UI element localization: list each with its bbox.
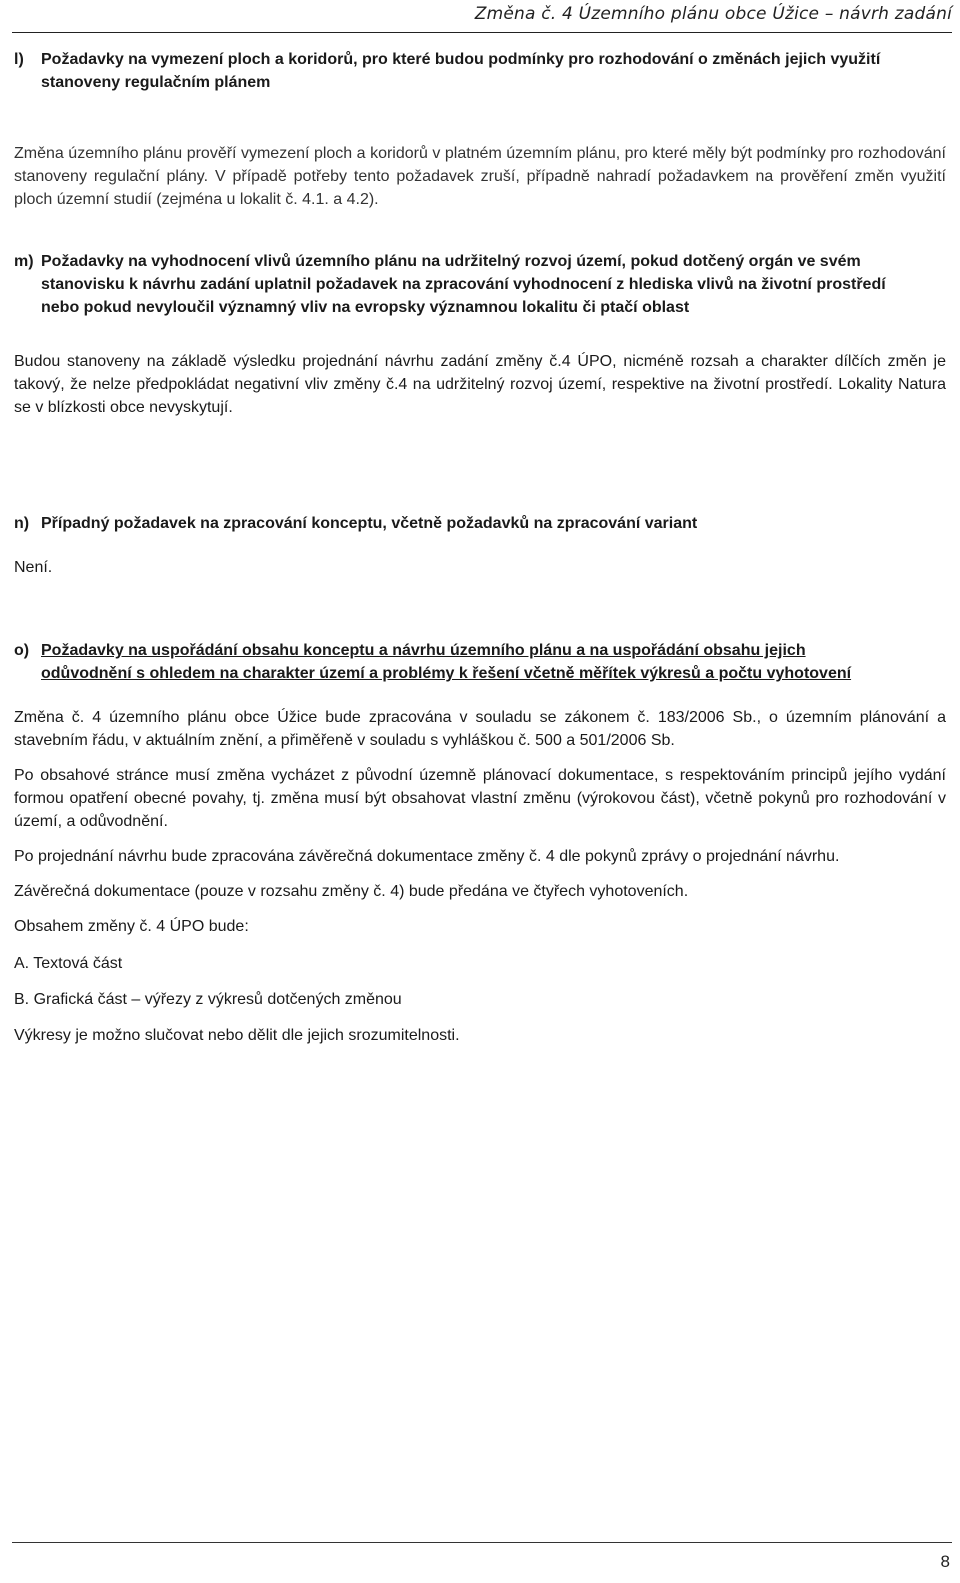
- section-l-title: [14, 48, 946, 94]
- list-item-a: A. Textová část: [14, 955, 123, 972]
- section-n-text: Není.: [14, 559, 53, 576]
- section-l-title-line2: stanoveny regulačním plánem: [41, 74, 271, 91]
- section-m-title-line1: Požadavky na vyhodnocení vlivů územního plánu na udržitelný rozvoj území, pokud dotčený orgán ve svém: [41, 253, 861, 270]
- footer-rule: [12, 1542, 952, 1543]
- section-l-text1: Změna územního plánu prověří vymezení ploch a koridorů v platném územním plánu, pro které měly být podmínky pro rozhodování stanoveny regulační plány.: [14, 145, 946, 185]
- section-n-label: n): [14, 515, 30, 532]
- section-o-p2: [14, 764, 946, 833]
- section-o-p6: [14, 1024, 946, 1047]
- section-l-body: [14, 142, 946, 211]
- section-o-item-b: [14, 988, 946, 1011]
- section-o-title-line1: Požadavky na uspořádání obsahu konceptu a návrhu územního plánu a na uspořádání obsahu jejich: [41, 642, 806, 659]
- section-o-paragraph-2: Po obsahové stránce musí změna vycházet z původní územně plánovací dokumentace, s respektováním principů jejího vydání formou opatření obecné povahy, tj. změna musí být obsahovat vlastní změnu (výrokovou část), včetně pokynů pro rozhodování v území, a odůvodnění.: [14, 767, 946, 830]
- section-o-paragraph-6: Výkresy je možno slučovat nebo dělit dle jejich srozumitelnosti.: [14, 1027, 460, 1044]
- section-o-label: o): [14, 642, 30, 659]
- section-n: [14, 512, 946, 535]
- section-n-title-text: Případný požadavek na zpracování konceptu, včetně požadavků na zpracování variant: [41, 515, 698, 532]
- section-o-title: [14, 639, 946, 685]
- section-m-title-line2: stanovisku k návrhu zadání uplatnil požadavek na zpracování vyhodnocení z hlediska vlivů na životní prostředí: [41, 276, 886, 293]
- section-n-title: [14, 512, 946, 535]
- section-l-text2: V případě potřeby tento požadavek zruší, případně nahradí požadavkem na prověření změn využití ploch územní studií (zejména u lokalit č. 4.1. a 4.2).: [14, 168, 946, 208]
- section-m-label: m): [14, 253, 34, 270]
- page-number: 8: [940, 1552, 950, 1571]
- section-l: [14, 48, 946, 94]
- section-n-body: [14, 556, 946, 579]
- page-header-title: Změna č. 4 Územního plánu obce Úžice – návrh zadání: [474, 4, 952, 24]
- section-m-text: Budou stanoveny na základě výsledku projednání návrhu zadání změny č.4 ÚPO, nicméně rozsah a charakter dílčích změn je takový, že nelze předpokládat negativní vliv změny č.4 na udržitelný rozvoj území, respektive na životní prostředí. Lokality Natura se v blízkosti obce nevyskytují.: [14, 353, 946, 416]
- section-o-paragraph-3: Po projednání návrhu bude zpracována závěrečná dokumentace změny č. 4 dle pokynů zprávy o projednání návrhu.: [14, 848, 840, 865]
- section-o-p4: [14, 880, 946, 903]
- section-o: [14, 639, 946, 685]
- list-item-b: B. Grafická část – výřezy z výkresů dotčených změnou: [14, 991, 402, 1008]
- header-rule: [12, 32, 952, 33]
- section-o-paragraph-5: Obsahem změny č. 4 ÚPO bude:: [14, 918, 249, 935]
- section-m-body: [14, 350, 946, 419]
- section-l-title-line1: Požadavky na vymezení ploch a koridorů, pro které budou podmínky pro rozhodování o změnách jejich využití: [41, 51, 881, 68]
- section-l-label: l): [14, 51, 24, 68]
- section-o-paragraph-1: Změna č. 4 územního plánu obce Úžice bude zpracována v souladu se zákonem č. 183/2006 Sb., o územním plánování a stavebním řádu, v aktuálním znění, a přiměřeně v souladu s vyhláškou č. 500 a 501/2006 Sb.: [14, 709, 946, 749]
- section-m: [14, 250, 946, 319]
- section-o-item-a: [14, 952, 946, 975]
- section-o-title-line2: odůvodnění s ohledem na charakter území a problémy k řešení včetně měřítek výkresů a počtu vyhotovení: [41, 665, 852, 682]
- section-o-p5: [14, 915, 946, 938]
- section-o-p3: [14, 845, 946, 868]
- section-o-p1: [14, 706, 946, 752]
- section-o-paragraph-4: Závěrečná dokumentace (pouze v rozsahu změny č. 4) bude předána ve čtyřech vyhotoveních.: [14, 883, 689, 900]
- section-m-title: [14, 250, 946, 319]
- section-m-title-line3: nebo pokud nevyloučil významný vliv na evropsky významnou lokalitu či ptačí oblast: [41, 299, 690, 316]
